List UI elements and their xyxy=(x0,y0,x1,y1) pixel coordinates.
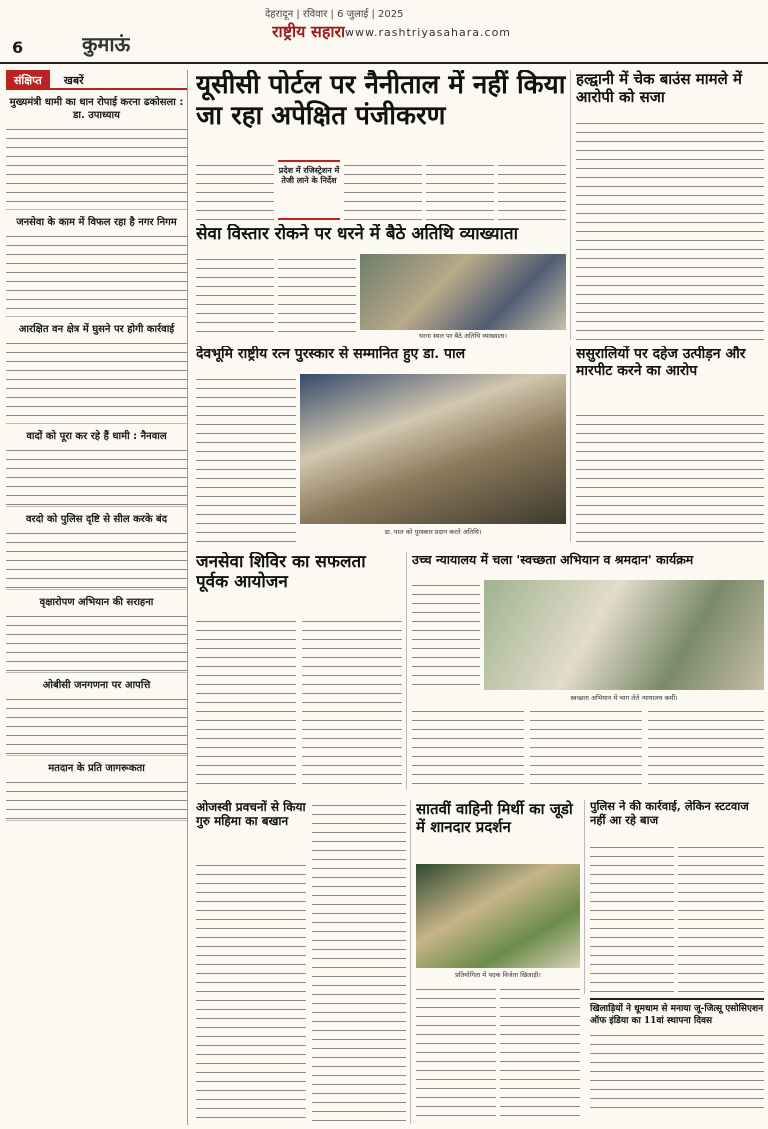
brief-headline: जनसेवा के काम में विफल रहा है नगर निगम xyxy=(16,217,177,228)
story6-caption: स्वच्छता अभियान में भाग लेते न्यायालय कर्मी। xyxy=(570,694,678,702)
lead-body-col1 xyxy=(196,160,274,220)
brief-headline: वादों को पूरा कर रहे हैं धामी : नैनवाल xyxy=(26,431,167,442)
story2-body-col2 xyxy=(278,254,356,340)
story3-caption: डा. पाल को पुरस्कार प्रदान करते अतिथि। xyxy=(384,528,482,536)
brief-body xyxy=(6,611,187,673)
column-rule xyxy=(410,800,411,1124)
story8-body-col1 xyxy=(416,984,496,1124)
brief-body xyxy=(6,124,187,210)
column-rule xyxy=(570,346,571,542)
lead-pullquote-box xyxy=(278,160,340,220)
brief-headline: वृक्षारोपण अभियान की सराहना xyxy=(39,597,154,608)
brief-body xyxy=(6,338,187,424)
brief-body xyxy=(6,445,187,507)
column-rule xyxy=(406,552,407,790)
story6-body-col2 xyxy=(412,706,524,790)
lead-body-col3 xyxy=(344,160,422,220)
right-top-body xyxy=(576,118,764,340)
story7-body-col2 xyxy=(312,800,406,1124)
story9-body-col1 xyxy=(590,842,674,992)
story6-body-col4 xyxy=(648,706,764,790)
story9-headline: पुलिस ने की कार्रवाई, लेकिन स्टटवाज नहीं आ रहे बाज xyxy=(590,800,749,827)
story10-box xyxy=(590,998,764,1124)
story7-body-col1 xyxy=(196,860,306,1124)
brief-headline: मुख्यमंत्री धामी का धान रोपाई करना ढकोसला : डा. उपाध्याय xyxy=(9,97,184,121)
lead-body-col4 xyxy=(426,160,494,220)
story2-headline: सेवा विस्तार रोकने पर धरने में बैठे अतिथि व्याख्याता xyxy=(196,224,518,244)
story6-photo xyxy=(484,580,764,690)
column-rule xyxy=(584,800,585,994)
story5-headline: जनसेवा शिविर का सफलता पूर्वक आयोजन xyxy=(196,552,366,593)
brief-body xyxy=(6,528,187,590)
tab-briefs[interactable]: संक्षिप्त xyxy=(6,70,50,88)
story8-photo xyxy=(416,864,580,968)
story2-body-col1 xyxy=(196,254,274,340)
brief-body xyxy=(6,231,187,317)
story3-photo xyxy=(300,374,566,524)
story2-caption: धरना स्थल पर बैठे अतिथि व्याख्याता। xyxy=(418,332,508,340)
lead-headline: यूसीसी पोर्टल पर नैनीताल में नहीं किया जा रहा अपेक्षित पंजीकरण xyxy=(196,70,566,132)
story5-body-col1 xyxy=(196,616,296,792)
story6-body-col1 xyxy=(412,580,480,690)
column-rule xyxy=(570,70,571,340)
lead-pullquote: प्रदेश में रजिस्ट्रेशन में तेजी लाने के निर्देश xyxy=(278,166,340,185)
story4-headline: ससुरालियों पर दहेज उत्पीड़न और मारपीट करने का आरोप xyxy=(576,346,746,379)
tab-news[interactable]: खबरें xyxy=(63,74,84,87)
story10-body xyxy=(590,1030,764,1112)
story9-body-col2 xyxy=(678,842,764,992)
story7-headline: ओजस्वी प्रवचनों से किया गुरु महिमा का बखान xyxy=(196,800,306,829)
page-number: 6 xyxy=(12,38,24,57)
brief-body xyxy=(6,694,187,756)
story4-body xyxy=(576,410,764,542)
story10-headline: खिलाड़ियों ने धूमधाम से मनाया जू-जित्सू एसोसिएशन ऑफ इंडिया का 11वां स्थापना दिवस xyxy=(590,1004,764,1026)
story3-headline: देवभूमि राष्ट्रीय रत्न पुरस्कार से सम्मानित हुए डा. पाल xyxy=(196,346,466,362)
website-link[interactable]: www.rashtriyasahara.com xyxy=(345,26,512,39)
story8-caption: प्रतियोगिता में पदक विजेता खिलाड़ी। xyxy=(455,971,541,979)
dateline: देहरादून | रविवार | 6 जुलाई | 2025 xyxy=(265,9,404,20)
story6-body-col3 xyxy=(530,706,642,790)
masthead-logo: राष्ट्रीय सहारा xyxy=(272,22,346,41)
brief-headline: आरक्षित वन क्षेत्र में घुसने पर होगी कार्रवाई xyxy=(18,324,175,335)
story6-headline: उच्च न्यायालय में चला 'स्वच्छता अभियान व श्रमदान' कार्यक्रम xyxy=(412,552,694,567)
lead-body-col5 xyxy=(498,160,566,220)
brief-headline: ओबीसी जनगणना पर आपत्ति xyxy=(42,680,151,691)
story3-body-col1 xyxy=(196,374,296,542)
page-header xyxy=(0,0,768,64)
sidebar-header xyxy=(6,70,187,90)
story8-headline: सातवीं वाहिनी मिर्थी का जूडो में शानदार प्रदर्शन xyxy=(416,800,573,836)
brief-headline: मतदान के प्रति जागरूकता xyxy=(48,763,145,774)
right-top-headline: हल्द्वानी में चेक बाउंस मामले में आरोपी को सजा xyxy=(576,70,742,106)
story8-body-col2 xyxy=(500,984,580,1124)
sidebar-briefs xyxy=(6,70,188,1125)
brief-body xyxy=(6,777,187,821)
brief-headline: वरदो को पुलिस दृष्टि से सील करके बंद xyxy=(25,514,168,525)
story5-body-col2 xyxy=(302,616,402,792)
section-title: कुमाऊं xyxy=(82,32,131,56)
story2-photo xyxy=(360,254,566,330)
